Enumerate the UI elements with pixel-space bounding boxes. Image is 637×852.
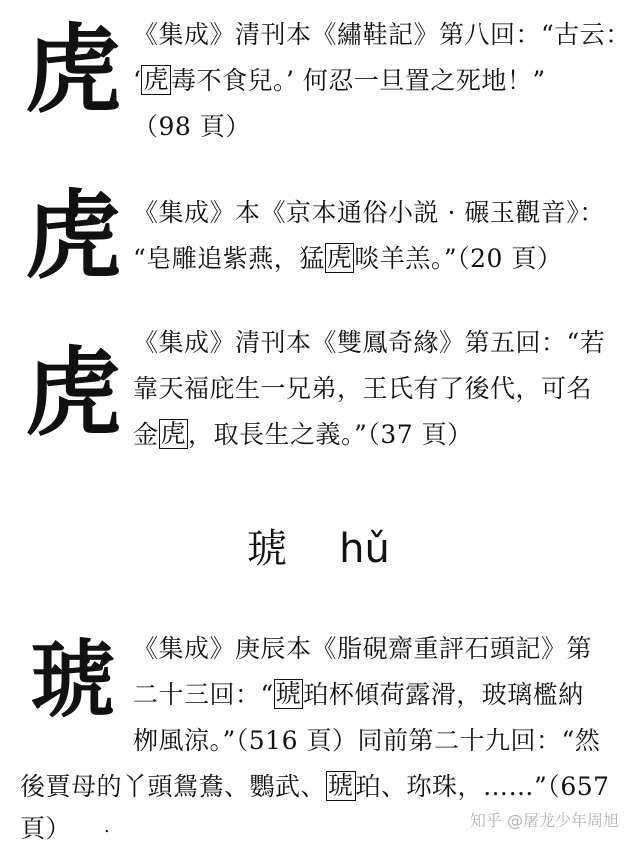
citation-line: 《集成》庚辰本《脂硯齋重評石頭記》第 (133, 634, 593, 663)
citation-line (133, 412, 623, 458)
citation-entry-4 (133, 626, 623, 764)
citation-line (133, 236, 623, 282)
text-segment: ‘ (133, 66, 142, 95)
variant-glyph-1: 虎 (25, 13, 121, 126)
citation-entry-1 (133, 12, 631, 150)
text-segment: 珀、珎珠，……”（657 (355, 772, 610, 801)
citation-line (133, 672, 623, 718)
text-segment: “皂雕追紫燕，猛 (133, 244, 325, 273)
text-segment: ，取長生之義。”（37 頁） (188, 420, 473, 449)
citation-entry-3 (133, 320, 623, 458)
boxed-character: 虎 (326, 243, 353, 272)
citation-line: 《集成》清刊本《繡鞋記》第八回：“古云： (133, 20, 631, 49)
citation-line: 《集成》清刊本《雙鳳奇緣》第五回：“若 (133, 328, 606, 357)
text-segment: 金 (133, 420, 159, 449)
boxed-character: 虎 (160, 419, 187, 448)
boxed-character: 琥 (275, 679, 302, 708)
watermark: 知乎 @屠龙少年周旭 (469, 811, 619, 830)
citation-line: 靠天福庇生一兄弟，王氏有了後代，可名 (133, 374, 593, 403)
variant-glyph-4: 琥 (30, 630, 115, 729)
text-segment: 毒不食兒。’ 何忍一旦置之死地！” (170, 66, 546, 95)
text-segment: 後賈母的丫頭鴛鴦、鸚武、 (20, 772, 327, 801)
heading-pinyin: hǔ (339, 526, 390, 572)
citation-line (133, 58, 623, 104)
citation-line: 栁風涼。”（516 頁）同前第二十九回：“然 (133, 726, 601, 755)
text-segment: 珀杯傾荷露滑，玻璃檻納 (303, 680, 584, 709)
text-segment: 啖羊羔。”（20 頁） (354, 244, 563, 273)
citation-line: 《集成》本《京本通俗小説 · 碾玉觀音》： (133, 198, 605, 227)
stray-dot: . (104, 816, 110, 837)
boxed-character: 琥 (328, 771, 354, 800)
character-heading (0, 517, 637, 574)
citation-entry-2 (133, 190, 623, 282)
text-segment: 二十三回：“ (133, 680, 274, 709)
page-reference-tail: 頁） (20, 814, 72, 843)
boxed-character: 虎 (143, 65, 169, 94)
citation-line-full (20, 764, 610, 810)
heading-character: 琥 (247, 526, 288, 572)
variant-glyph-3: 虎 (25, 336, 121, 449)
variant-glyph-2: 虎 (25, 179, 121, 292)
page-reference: （98 頁） (133, 112, 251, 141)
